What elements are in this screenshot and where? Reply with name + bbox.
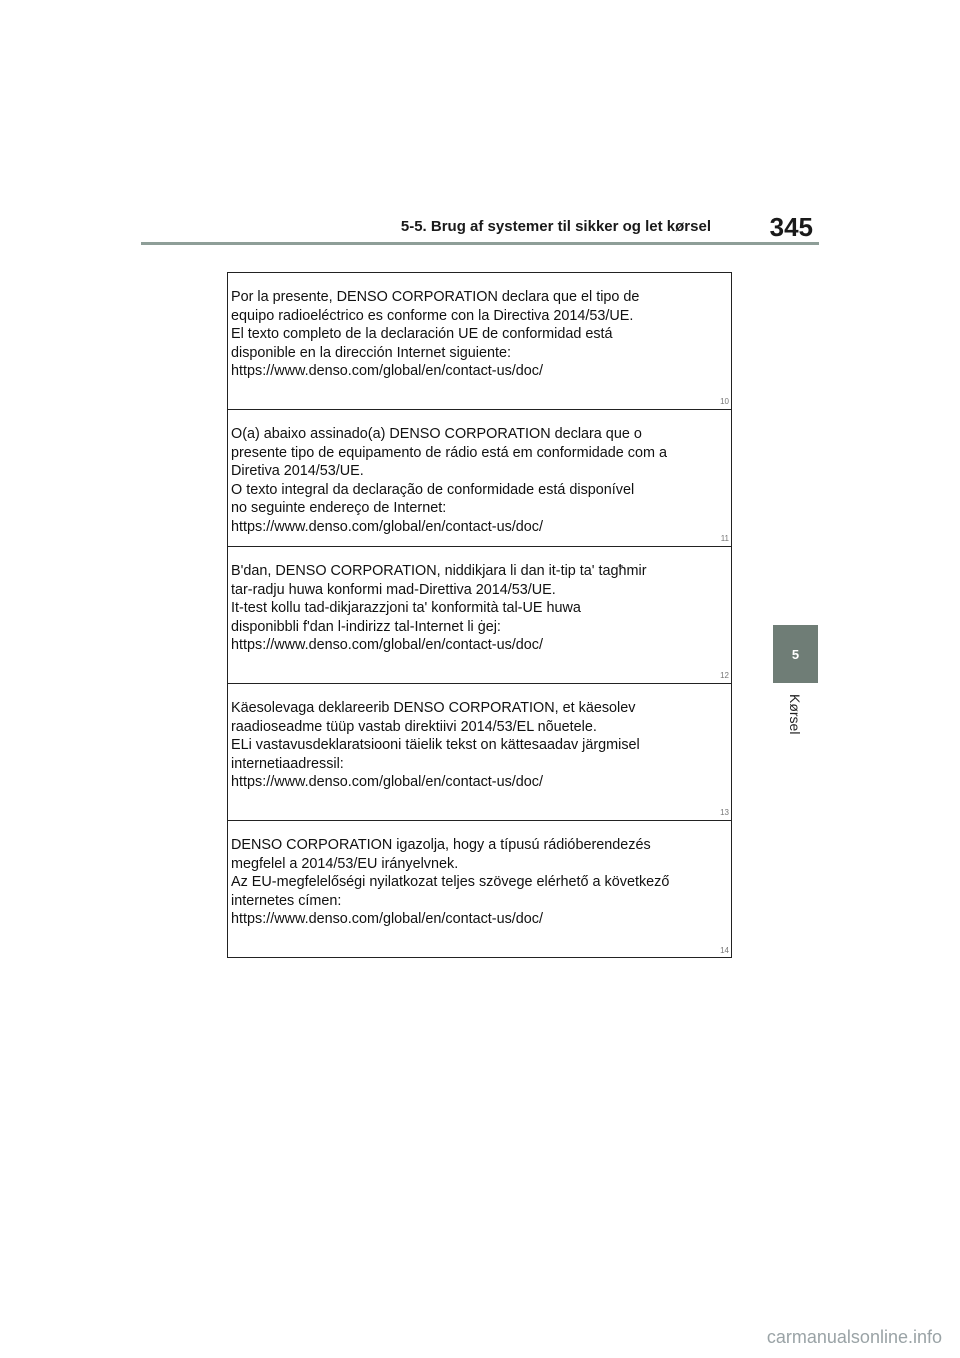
chapter-number: 5 [791, 646, 800, 662]
panel-number: 14 [720, 946, 729, 955]
chapter-tab[interactable] [773, 625, 818, 683]
panel-number: 11 [720, 534, 729, 543]
declaration-text: Por la presente, DENSO CORPORATION declara que el tipo de equipo radioeléctrico es conforme con la Directiva 2014/53/UE. El texto completo de la declaración UE de conformidad está disponible en la dirección Internet siguiente: https://www.denso.com/global/en/contact-us/doc/ [231, 289, 640, 380]
declaration-text: B'dan, DENSO CORPORATION, niddikjara li dan it-tip ta' tagħmir tar-radju huwa konformi mad-Direttiva 2014/53/UE. It-test kollu tad-dikjarazzjoni ta' konformità tal-UE huwa disponibbli f'dan l-indirizz tal-Internet li ġej: https://www.denso.com/global/en/contact-us/doc/ [231, 563, 647, 654]
declaration-panel-portuguese [228, 410, 731, 547]
declaration-text: Käesolevaga deklareerib DENSO CORPORATION, et käesolev raadioseadme tüüp vastab direktiivi 2014/53/EL nõuetele. ELi vastavusdeklaratsiooni täielik tekst on kättesaadav järgmisel internetiaadressil: https://www.denso.com/global/en/contact-us/doc/ [231, 700, 640, 791]
declaration-text: O(a) abaixo assinado(a) DENSO CORPORATION declara que o presente tipo de equipamento de rádio está em conformidade com a Diretiva 2014/53/UE. O texto integral da declaração de conformidade está disponível no seguinte endereço de Internet: https://www.denso.com/global/en/contact-us/doc/ [231, 426, 667, 535]
declaration-panel-hungarian [228, 821, 731, 958]
page-number: 345 [769, 212, 813, 242]
panel-number: 13 [720, 808, 729, 817]
declaration-panel-spanish [228, 273, 731, 410]
declaration-panel-maltese [228, 547, 731, 684]
chapter-label: Kørsel [787, 694, 803, 735]
page-header [141, 212, 819, 246]
declaration-text: DENSO CORPORATION igazolja, hogy a típusú rádióberendezés megfelel a 2014/53/EU irányelvnek. Az EU-megfelelőségi nyilatkozat teljes szövege elérhető a következő internetes címen: https://www.denso.com/global/en/contact-us/doc/ [231, 837, 670, 928]
declaration-panel-estonian [228, 684, 731, 821]
watermark: carmanualsonline.info [766, 1327, 942, 1347]
panel-number: 10 [720, 397, 729, 406]
panel-number: 12 [720, 671, 729, 680]
declaration-box [227, 272, 732, 958]
section-title: 5-5. Brug af systemer til sikker og let kørsel [400, 218, 711, 235]
header-rule [141, 242, 819, 245]
